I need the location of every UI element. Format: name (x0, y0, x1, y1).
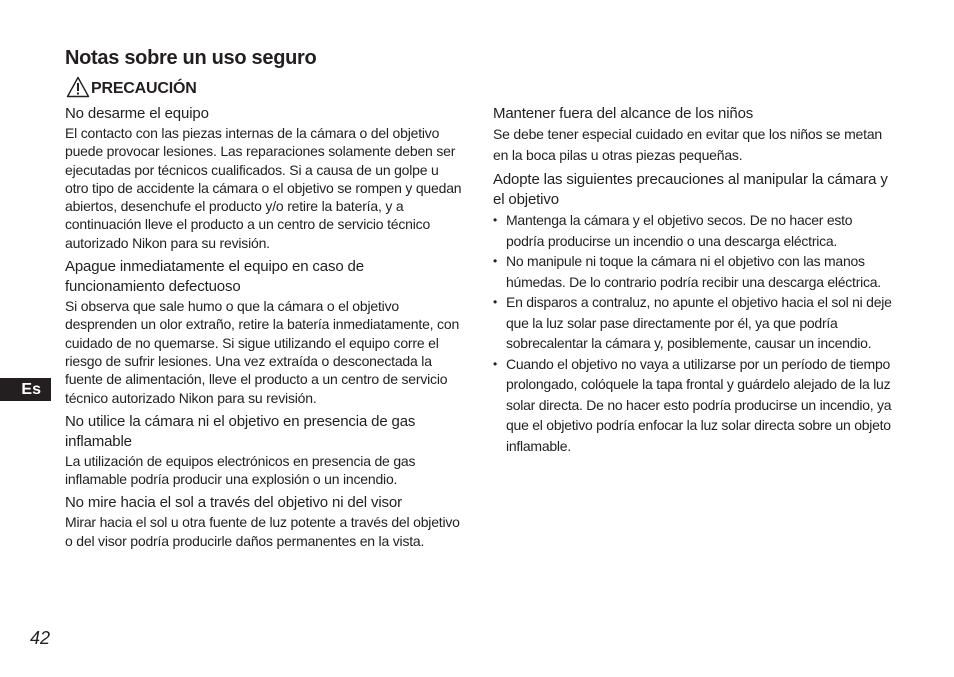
page-title: Notas sobre un uso seguro (65, 47, 317, 69)
bullet-marker: • (493, 213, 497, 227)
bullet-marker: • (493, 356, 497, 371)
list-item (493, 210, 893, 251)
section-gas-inflamable (65, 412, 465, 489)
page-number: 42 (30, 628, 51, 648)
section-body: La utilización de equipos electrónicos en presencia de gas inflamable podría producir una explosión o un incendio. (65, 452, 416, 488)
section-no-desarme (65, 104, 465, 252)
right-column (493, 104, 893, 456)
list-item (493, 354, 893, 457)
section-heading: No desarme el equipo (65, 105, 209, 122)
section-no-mire-sol (65, 493, 465, 550)
bullet-text: No manipule ni toque la cámara ni el objetivo con las manos húmedas. De lo contrario podría recibir una descarga eléctrica. (506, 253, 881, 290)
section-precauciones-manipular (493, 170, 893, 456)
section-ninos (493, 104, 893, 166)
section-heading: Adopte las siguientes precauciones al manipular la cámara y el objetivo (493, 171, 888, 208)
list-item (493, 292, 893, 354)
section-body: Se debe tener especial cuidado en evitar que los niños se metan en la boca pilas u otras piezas pequeñas. (493, 126, 882, 163)
bullet-text: Mantenga la cámara y el objetivo secos. De no hacer esto podría producirse un incendio o una descarga eléctrica. (506, 212, 853, 249)
language-tab: Es (0, 378, 51, 401)
bullet-text: En disparos a contraluz, no apunte el objetivo hacia el sol ni deje que la luz solar pase directamente por él, ya que podría sobrecalentar la cámara y, posiblemente, causar un incendio. (506, 294, 892, 351)
caution-heading (66, 74, 197, 98)
bullet-marker: • (493, 295, 497, 309)
section-body: Si observa que sale humo o que la cámara o el objetivo desprenden un olor extraño, retire la batería inmediatamente, con cuidado de no quemarse. Si sigue utilizando el equipo corre el riesgo de sufrir lesiones. Una vez extraída o desconectada la fuente de alimentación, lleve el producto a un centro de servicio técnico autorizado Nikon para su revisión. (65, 298, 460, 406)
left-column (65, 104, 465, 550)
list-item (493, 251, 893, 292)
bullet-text: Cuando el objetivo no vaya a utilizarse por un período de tiempo prolongado, colóquele la tapa frontal y guárdelo alejado de la luz solar directa. De no hacer esto podría producirse un incendio, ya que el objetivo podría enfocar la luz solar directa sobre un objeto inflamable. (506, 355, 892, 454)
section-apague (65, 257, 465, 407)
section-heading: Mantener fuera del alcance de los niños (493, 105, 754, 122)
bullet-marker: • (493, 254, 497, 268)
section-heading: No utilice la cámara ni el objetivo en presencia de gas inflamable (65, 412, 416, 450)
section-body: El contacto con las piezas internas de la cámara o del objetivo puede provocar lesiones. Las reparaciones solamente deben ser ejecutadas por técnicos cualificados. Si a causa de un golpe u otro tipo de accidente la cámara o el objetivo se rompen y quedan abiertos, desenchufe el producto y/o retire la batería, y a continuación lleve el producto a un centro de servicio técnico autorizado Nikon para su revisión. (65, 125, 462, 251)
bullet-list (493, 210, 893, 456)
warning-triangle-icon (66, 76, 90, 98)
section-heading: No mire hacia el sol a través del objetivo ni del visor (65, 494, 402, 512)
section-heading: Apague inmediatamente el equipo en caso de funcionamiento defectuoso (65, 258, 364, 296)
caution-label: PRECAUCIÓN (91, 80, 197, 97)
section-body: Mirar hacia el sol u otra fuente de luz potente a través del objetivo o del visor podría producirle daños permanentes en la vista. (65, 514, 460, 549)
